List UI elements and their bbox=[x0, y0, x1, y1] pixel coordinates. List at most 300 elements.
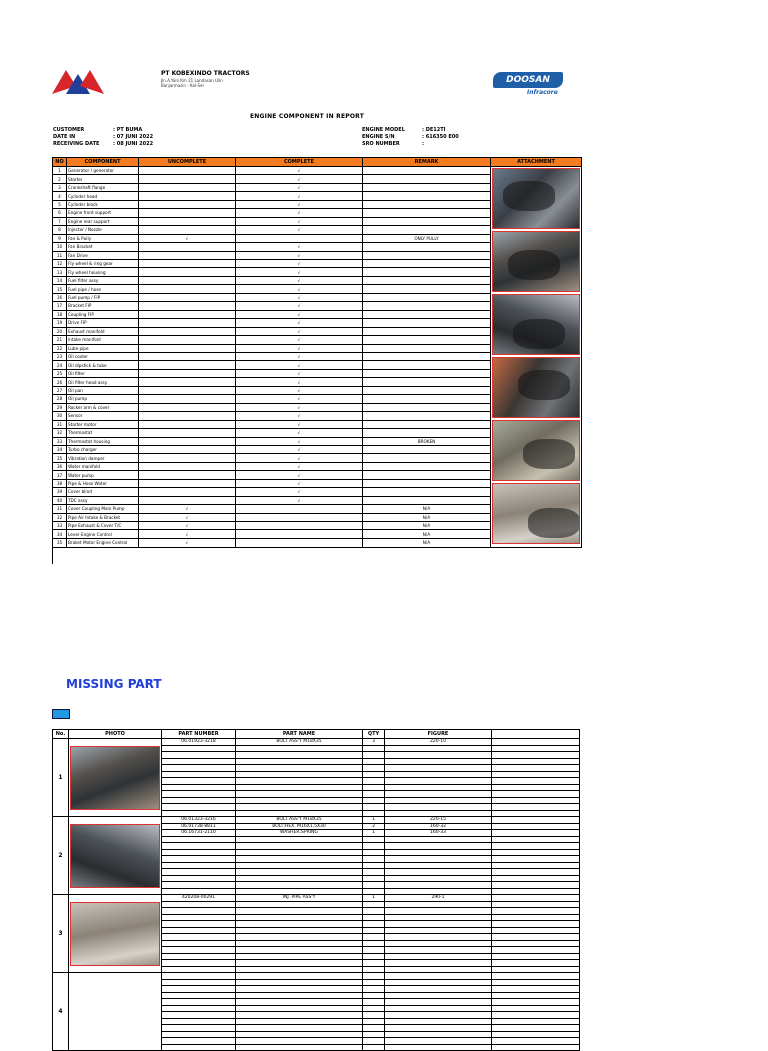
component-name: Sensor bbox=[67, 412, 139, 420]
info-receiving-date: RECEIVING DATE : 08 JUNI 2022 bbox=[53, 141, 154, 147]
uncomplete-mark: √ bbox=[139, 234, 236, 242]
uncomplete-mark bbox=[139, 217, 236, 225]
uncomplete-mark: √ bbox=[139, 530, 236, 538]
remark bbox=[363, 167, 491, 175]
uncomplete-mark bbox=[139, 429, 236, 437]
engine-photo bbox=[492, 420, 580, 481]
complete-mark: √ bbox=[236, 479, 363, 487]
header-no: NO bbox=[53, 158, 67, 167]
remark: N/A bbox=[363, 513, 491, 521]
part-name: WASHER;SPRING bbox=[236, 830, 363, 837]
blank-row bbox=[53, 553, 582, 558]
remark bbox=[363, 276, 491, 284]
remark bbox=[363, 200, 491, 208]
component-name: Fuel pipe / hose bbox=[67, 285, 139, 293]
part-name: INJ. PIPE ASS'Y bbox=[236, 895, 363, 902]
blank-row bbox=[53, 548, 582, 554]
uncomplete-mark bbox=[139, 336, 236, 344]
component-name: Fly wheel housing bbox=[67, 268, 139, 276]
component-no: 11 bbox=[53, 251, 67, 259]
group-no: 4 bbox=[53, 973, 69, 1051]
header-remark: REMARK bbox=[363, 158, 491, 167]
remark bbox=[363, 217, 491, 225]
part-name: BOLT ASS'Y M18X35 bbox=[236, 739, 363, 746]
group-no: 1 bbox=[53, 739, 69, 817]
missing-part-table bbox=[52, 729, 580, 1051]
remark bbox=[363, 344, 491, 352]
component-name: Oil filter bbox=[67, 369, 139, 377]
component-name: Oil cooler bbox=[67, 352, 139, 360]
component-name: Cover blind bbox=[67, 488, 139, 496]
complete-mark: √ bbox=[236, 276, 363, 284]
figure: 160-32 bbox=[385, 823, 492, 830]
remark bbox=[363, 293, 491, 301]
component-name: Coupling FIP bbox=[67, 310, 139, 318]
component-name: Cover Coupling Main Pump bbox=[67, 505, 139, 513]
component-no: 34 bbox=[53, 445, 67, 453]
component-name: Fan Drive bbox=[67, 251, 139, 259]
complete-mark: √ bbox=[236, 183, 363, 191]
uncomplete-mark bbox=[139, 293, 236, 301]
qty: 3 bbox=[363, 739, 385, 746]
part-number: 420208-00291 bbox=[162, 895, 236, 902]
complete-mark: √ bbox=[236, 378, 363, 386]
component-name: Engine front support bbox=[67, 209, 139, 217]
complete-mark: √ bbox=[236, 200, 363, 208]
extra-cell bbox=[492, 1044, 580, 1051]
remark: ONLY PULLY bbox=[363, 234, 491, 242]
remark bbox=[363, 302, 491, 310]
remark bbox=[363, 192, 491, 200]
complete-mark: √ bbox=[236, 454, 363, 462]
component-no: 14 bbox=[53, 276, 67, 284]
complete-mark: √ bbox=[236, 403, 363, 411]
complete-mark: √ bbox=[236, 488, 363, 496]
remark bbox=[363, 462, 491, 470]
header-figure: FIGURE bbox=[385, 730, 492, 739]
component-row bbox=[53, 167, 582, 175]
remark bbox=[363, 412, 491, 420]
complete-mark: √ bbox=[236, 243, 363, 251]
part-number bbox=[162, 1044, 236, 1051]
component-no: 31 bbox=[53, 420, 67, 428]
component-name: Intake manifold bbox=[67, 336, 139, 344]
uncomplete-mark bbox=[139, 175, 236, 183]
component-name: Drive FIP bbox=[67, 319, 139, 327]
uncomplete-mark bbox=[139, 344, 236, 352]
qty: 2 bbox=[363, 823, 385, 830]
complete-mark: √ bbox=[236, 420, 363, 428]
remark bbox=[363, 403, 491, 411]
header-photo: PHOTO bbox=[69, 730, 162, 739]
uncomplete-mark bbox=[139, 226, 236, 234]
component-name: Injector / Nozzle bbox=[67, 226, 139, 234]
uncomplete-mark: √ bbox=[139, 522, 236, 530]
remark: N/A bbox=[363, 538, 491, 547]
complete-mark: √ bbox=[236, 462, 363, 470]
header-no: No. bbox=[53, 730, 69, 739]
remark bbox=[363, 488, 491, 496]
uncomplete-mark bbox=[139, 200, 236, 208]
component-name: Lever Engine Control bbox=[67, 530, 139, 538]
uncomplete-mark bbox=[139, 209, 236, 217]
engine-photo bbox=[492, 168, 580, 229]
complete-mark: √ bbox=[236, 327, 363, 335]
uncomplete-mark bbox=[139, 471, 236, 479]
part-photo-cell bbox=[69, 739, 162, 817]
complete-mark: √ bbox=[236, 209, 363, 217]
complete-mark: √ bbox=[236, 226, 363, 234]
part-name bbox=[236, 1044, 363, 1051]
uncomplete-mark bbox=[139, 285, 236, 293]
component-no: 29 bbox=[53, 403, 67, 411]
component-name: Rocker arm & cover bbox=[67, 403, 139, 411]
qty: 1 bbox=[363, 830, 385, 837]
uncomplete-mark bbox=[139, 420, 236, 428]
component-no: 5 bbox=[53, 200, 67, 208]
complete-mark: √ bbox=[236, 352, 363, 360]
complete-mark: √ bbox=[236, 429, 363, 437]
complete-mark bbox=[236, 530, 363, 538]
header-qty: QTY bbox=[363, 730, 385, 739]
component-no: 1 bbox=[53, 167, 67, 175]
component-no: 19 bbox=[53, 319, 67, 327]
uncomplete-mark bbox=[139, 369, 236, 377]
complete-mark: √ bbox=[236, 336, 363, 344]
component-name: Oil filter head assy bbox=[67, 378, 139, 386]
component-name: Cylinder block bbox=[67, 200, 139, 208]
remark bbox=[363, 285, 491, 293]
component-no: 9 bbox=[53, 234, 67, 242]
remark bbox=[363, 251, 491, 259]
part-photo-cell bbox=[69, 973, 162, 1051]
uncomplete-mark bbox=[139, 445, 236, 453]
uncomplete-mark bbox=[139, 403, 236, 411]
component-name: Fan Bracket bbox=[67, 243, 139, 251]
doosan-logo bbox=[493, 72, 563, 100]
uncomplete-mark bbox=[139, 319, 236, 327]
component-name: Oil dipstick & tube bbox=[67, 361, 139, 369]
uncomplete-mark bbox=[139, 462, 236, 470]
header-part-name: PART NAME bbox=[236, 730, 363, 739]
component-no: 27 bbox=[53, 386, 67, 394]
remark: N/A bbox=[363, 522, 491, 530]
header-uncomplete: UNCOMPLETE bbox=[139, 158, 236, 167]
component-no: 3 bbox=[53, 183, 67, 191]
header-complete: COMPLETE bbox=[236, 158, 363, 167]
complete-mark: √ bbox=[236, 361, 363, 369]
report-info-right bbox=[362, 127, 459, 148]
component-no: 24 bbox=[53, 361, 67, 369]
uncomplete-mark bbox=[139, 167, 236, 175]
qty: 1 bbox=[363, 895, 385, 902]
component-name: Lube pipe bbox=[67, 344, 139, 352]
info-date-in: DATE IN : 07 JUNI 2022 bbox=[53, 134, 154, 140]
component-no: 18 bbox=[53, 310, 67, 318]
uncomplete-mark: √ bbox=[139, 505, 236, 513]
uncomplete-mark: √ bbox=[139, 538, 236, 547]
uncomplete-mark bbox=[139, 268, 236, 276]
component-name: Fan & Pully bbox=[67, 234, 139, 242]
component-no: 35 bbox=[53, 454, 67, 462]
component-no: 33 bbox=[53, 522, 67, 530]
complete-mark: √ bbox=[236, 167, 363, 175]
complete-mark: √ bbox=[236, 268, 363, 276]
component-no: 15 bbox=[53, 285, 67, 293]
report-info-left bbox=[53, 127, 153, 148]
complete-mark: √ bbox=[236, 386, 363, 394]
component-name: Pipe & Hose Water bbox=[67, 479, 139, 487]
info-engine-sn: ENGINE S/N : 616350 E00 bbox=[362, 134, 459, 140]
component-name: Cylinder head bbox=[67, 192, 139, 200]
uncomplete-mark: √ bbox=[139, 513, 236, 521]
header-part-number: PART NUMBER bbox=[162, 730, 236, 739]
component-name: Vibration damper bbox=[67, 454, 139, 462]
complete-mark: √ bbox=[236, 496, 363, 504]
part-photo bbox=[70, 824, 160, 888]
header-attachment: ATTACHMENT bbox=[491, 158, 582, 167]
complete-mark: √ bbox=[236, 259, 363, 267]
part-name: BOLT;HEX. M16X1.5X30 bbox=[236, 823, 363, 830]
component-no: 36 bbox=[53, 462, 67, 470]
component-name: Fuel pump / FIP bbox=[67, 293, 139, 301]
complete-mark: √ bbox=[236, 471, 363, 479]
component-name: Thermostat bbox=[67, 429, 139, 437]
component-table-header bbox=[53, 158, 582, 167]
complete-mark: √ bbox=[236, 310, 363, 318]
remark bbox=[363, 395, 491, 403]
complete-mark: √ bbox=[236, 445, 363, 453]
section-marker bbox=[52, 709, 70, 719]
component-no: 10 bbox=[53, 243, 67, 251]
remark bbox=[363, 445, 491, 453]
component-name: Turbo charger bbox=[67, 445, 139, 453]
part-photo bbox=[70, 746, 160, 810]
component-no: 30 bbox=[53, 412, 67, 420]
figure: 290-1 bbox=[385, 895, 492, 902]
complete-mark bbox=[236, 513, 363, 521]
complete-mark bbox=[236, 234, 363, 242]
uncomplete-mark bbox=[139, 437, 236, 445]
component-no: 26 bbox=[53, 378, 67, 386]
remark bbox=[363, 352, 491, 360]
remark bbox=[363, 479, 491, 487]
part-name: BOLT ASS'Y M18X35 bbox=[236, 817, 363, 824]
remark: BROKEN bbox=[363, 437, 491, 445]
uncomplete-mark bbox=[139, 183, 236, 191]
complete-mark: √ bbox=[236, 293, 363, 301]
part-number: 06.16731-2110 bbox=[162, 830, 236, 837]
uncomplete-mark bbox=[139, 259, 236, 267]
component-name: Braket Motor Engine Control bbox=[67, 538, 139, 547]
complete-mark: √ bbox=[236, 437, 363, 445]
remark bbox=[363, 386, 491, 394]
complete-mark: √ bbox=[236, 251, 363, 259]
header-extra bbox=[492, 730, 580, 739]
uncomplete-mark bbox=[139, 302, 236, 310]
remark bbox=[363, 209, 491, 217]
doosan-subtitle: Infracore bbox=[527, 89, 558, 96]
component-no: 31 bbox=[53, 505, 67, 513]
complete-mark bbox=[236, 522, 363, 530]
remark bbox=[363, 175, 491, 183]
header-component: COMPONENT bbox=[67, 158, 139, 167]
remark bbox=[363, 310, 491, 318]
complete-mark: √ bbox=[236, 344, 363, 352]
remark bbox=[363, 471, 491, 479]
uncomplete-mark bbox=[139, 243, 236, 251]
component-name: Water manifold bbox=[67, 462, 139, 470]
complete-mark: √ bbox=[236, 395, 363, 403]
uncomplete-mark bbox=[139, 496, 236, 504]
component-name: Starter motor bbox=[67, 420, 139, 428]
component-no: 4 bbox=[53, 192, 67, 200]
component-name: Starter bbox=[67, 175, 139, 183]
complete-mark: √ bbox=[236, 285, 363, 293]
doosan-wordmark: DOOSAN bbox=[493, 72, 563, 88]
part-number: 06.01323-3216 bbox=[162, 817, 236, 824]
complete-mark: √ bbox=[236, 217, 363, 225]
uncomplete-mark bbox=[139, 488, 236, 496]
uncomplete-mark bbox=[139, 352, 236, 360]
part-number: 06.01738-8811 bbox=[162, 823, 236, 830]
group-no: 2 bbox=[53, 817, 69, 895]
component-name: TDC assy bbox=[67, 496, 139, 504]
component-no: 13 bbox=[53, 268, 67, 276]
component-name: Pipe Exhaust & Cover T/C bbox=[67, 522, 139, 530]
figure: 160-33 bbox=[385, 830, 492, 837]
remark bbox=[363, 454, 491, 462]
remark bbox=[363, 420, 491, 428]
uncomplete-mark bbox=[139, 251, 236, 259]
complete-mark bbox=[236, 505, 363, 513]
part-photo-cell bbox=[69, 895, 162, 973]
component-no: 35 bbox=[53, 538, 67, 547]
figure: 220-10 bbox=[385, 739, 492, 746]
component-no: 32 bbox=[53, 429, 67, 437]
uncomplete-mark bbox=[139, 479, 236, 487]
component-name: Pipe Air Intake & Bracket bbox=[67, 513, 139, 521]
component-no: 23 bbox=[53, 352, 67, 360]
qty: 1 bbox=[363, 817, 385, 824]
remark bbox=[363, 336, 491, 344]
remark bbox=[363, 268, 491, 276]
component-name: Oil pan bbox=[67, 386, 139, 394]
figure: 220-15 bbox=[385, 817, 492, 824]
complete-mark: √ bbox=[236, 192, 363, 200]
attachment-photos bbox=[491, 167, 582, 548]
component-name: Fly wheel & ring gear bbox=[67, 259, 139, 267]
component-no: 28 bbox=[53, 395, 67, 403]
component-no: 33 bbox=[53, 437, 67, 445]
uncomplete-mark bbox=[139, 386, 236, 394]
remark bbox=[363, 243, 491, 251]
remark: N/A bbox=[363, 530, 491, 538]
remark: N/A bbox=[363, 505, 491, 513]
remark bbox=[363, 327, 491, 335]
remark bbox=[363, 226, 491, 234]
missing-part-title: MISSING PART bbox=[66, 677, 162, 691]
group-no: 3 bbox=[53, 895, 69, 973]
info-engine-model: ENGINE MODEL : DE12TI bbox=[362, 127, 446, 133]
complete-mark: √ bbox=[236, 412, 363, 420]
component-no: 21 bbox=[53, 336, 67, 344]
company-address: Jln.A.Yani Km 21 Landasan Ulin Banjarmasin - Kal-Sel bbox=[161, 78, 223, 88]
remark bbox=[363, 378, 491, 386]
component-name: Bracket FIP bbox=[67, 302, 139, 310]
component-name: Exhaust manifold bbox=[67, 327, 139, 335]
engine-photo bbox=[492, 231, 580, 292]
component-name: Crankshaft flange bbox=[67, 183, 139, 191]
component-no: 34 bbox=[53, 530, 67, 538]
engine-photo bbox=[492, 357, 580, 418]
part-number: 06.01923-3218 bbox=[162, 739, 236, 746]
uncomplete-mark bbox=[139, 395, 236, 403]
component-name: Oil pump bbox=[67, 395, 139, 403]
figure bbox=[385, 1044, 492, 1051]
component-no: 2 bbox=[53, 175, 67, 183]
component-no: 39 bbox=[53, 488, 67, 496]
blank-row bbox=[53, 558, 582, 563]
remark bbox=[363, 183, 491, 191]
complete-mark: √ bbox=[236, 319, 363, 327]
remark bbox=[363, 361, 491, 369]
uncomplete-mark bbox=[139, 327, 236, 335]
qty bbox=[363, 1044, 385, 1051]
component-name: Fuel filter assy bbox=[67, 276, 139, 284]
complete-mark bbox=[236, 538, 363, 547]
missing-table-header bbox=[53, 730, 580, 739]
component-no: 40 bbox=[53, 496, 67, 504]
complete-mark: √ bbox=[236, 175, 363, 183]
engine-photo bbox=[492, 483, 580, 544]
uncomplete-mark bbox=[139, 276, 236, 284]
component-no: 38 bbox=[53, 479, 67, 487]
uncomplete-mark bbox=[139, 454, 236, 462]
component-no: 37 bbox=[53, 471, 67, 479]
kobexindo-logo bbox=[52, 68, 104, 94]
complete-mark: √ bbox=[236, 302, 363, 310]
component-name: Water pump bbox=[67, 471, 139, 479]
component-table bbox=[52, 157, 582, 564]
uncomplete-mark bbox=[139, 192, 236, 200]
info-customer: CUSTOMER : PT BUMA bbox=[53, 127, 143, 133]
component-no: 22 bbox=[53, 344, 67, 352]
uncomplete-mark bbox=[139, 310, 236, 318]
component-no: 25 bbox=[53, 369, 67, 377]
uncomplete-mark bbox=[139, 412, 236, 420]
component-no: 7 bbox=[53, 217, 67, 225]
component-no: 32 bbox=[53, 513, 67, 521]
engine-photo bbox=[492, 294, 580, 355]
component-no: 12 bbox=[53, 259, 67, 267]
company-name: PT KOBEXINDO TRACTORS bbox=[161, 70, 250, 77]
component-no: 16 bbox=[53, 293, 67, 301]
info-sro-number: SRO NUMBER : bbox=[362, 141, 424, 147]
uncomplete-mark bbox=[139, 361, 236, 369]
part-photo-cell bbox=[69, 817, 162, 895]
remark bbox=[363, 429, 491, 437]
component-no: 8 bbox=[53, 226, 67, 234]
component-no: 17 bbox=[53, 302, 67, 310]
remark bbox=[363, 259, 491, 267]
component-name: Generator / generator bbox=[67, 167, 139, 175]
component-name: Thermostat housing bbox=[67, 437, 139, 445]
component-no: 6 bbox=[53, 209, 67, 217]
remark bbox=[363, 319, 491, 327]
remark bbox=[363, 496, 491, 504]
remark bbox=[363, 369, 491, 377]
